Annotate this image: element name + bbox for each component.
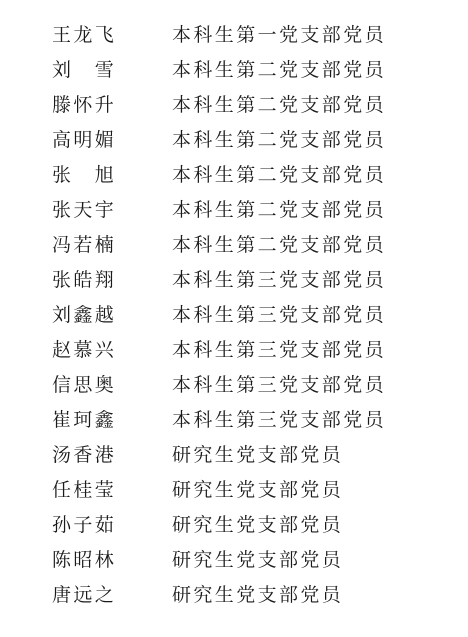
list-item bbox=[0, 156, 468, 191]
member-role: 研究生党支部党员 bbox=[172, 444, 344, 466]
member-role: 本科生第二党支部党员 bbox=[172, 59, 387, 81]
list-item bbox=[0, 471, 468, 506]
list-item bbox=[0, 366, 468, 401]
member-name: 刘鑫越 bbox=[52, 304, 117, 326]
member-role: 研究生党支部党员 bbox=[172, 549, 344, 571]
member-name: 汤香港 bbox=[52, 444, 117, 466]
member-role: 本科生第二党支部党员 bbox=[172, 94, 387, 116]
member-name: 刘 雪 bbox=[52, 59, 117, 81]
list-item bbox=[0, 506, 468, 541]
member-name: 唐远之 bbox=[52, 584, 117, 606]
member-list bbox=[0, 16, 468, 611]
member-name: 崔珂鑫 bbox=[52, 409, 117, 431]
list-item bbox=[0, 576, 468, 611]
member-role: 本科生第三党支部党员 bbox=[172, 339, 387, 361]
member-role: 本科生第三党支部党员 bbox=[172, 409, 387, 431]
member-role: 本科生第一党支部党员 bbox=[172, 24, 387, 46]
member-role: 本科生第二党支部党员 bbox=[172, 164, 387, 186]
member-role: 本科生第二党支部党员 bbox=[172, 199, 387, 221]
list-item bbox=[0, 51, 468, 86]
member-role: 本科生第三党支部党员 bbox=[172, 269, 387, 291]
member-name: 孙子茹 bbox=[52, 514, 117, 536]
list-item bbox=[0, 401, 468, 436]
list-item bbox=[0, 16, 468, 51]
member-role: 研究生党支部党员 bbox=[172, 584, 344, 606]
member-name: 张皓翔 bbox=[52, 269, 117, 291]
list-item bbox=[0, 86, 468, 121]
list-item bbox=[0, 226, 468, 261]
list-item bbox=[0, 191, 468, 226]
member-name: 赵慕兴 bbox=[52, 339, 117, 361]
member-name: 张天宇 bbox=[52, 199, 117, 221]
member-role: 本科生第三党支部党员 bbox=[172, 304, 387, 326]
member-role: 本科生第二党支部党员 bbox=[172, 129, 387, 151]
member-name: 任桂莹 bbox=[52, 479, 117, 501]
list-item bbox=[0, 296, 468, 331]
member-role: 研究生党支部党员 bbox=[172, 514, 344, 536]
list-item bbox=[0, 436, 468, 471]
member-role: 本科生第三党支部党员 bbox=[172, 374, 387, 396]
member-role: 研究生党支部党员 bbox=[172, 479, 344, 501]
list-item bbox=[0, 261, 468, 296]
member-name: 高明媚 bbox=[52, 129, 117, 151]
member-name: 滕怀升 bbox=[52, 94, 117, 116]
member-role: 本科生第二党支部党员 bbox=[172, 234, 387, 256]
list-item bbox=[0, 331, 468, 366]
member-name: 张 旭 bbox=[52, 164, 117, 186]
member-name: 陈昭林 bbox=[52, 549, 117, 571]
member-name: 冯若楠 bbox=[52, 234, 117, 256]
member-name: 王龙飞 bbox=[52, 24, 117, 46]
list-item bbox=[0, 541, 468, 576]
list-item bbox=[0, 121, 468, 156]
member-name: 信思奥 bbox=[52, 374, 117, 396]
